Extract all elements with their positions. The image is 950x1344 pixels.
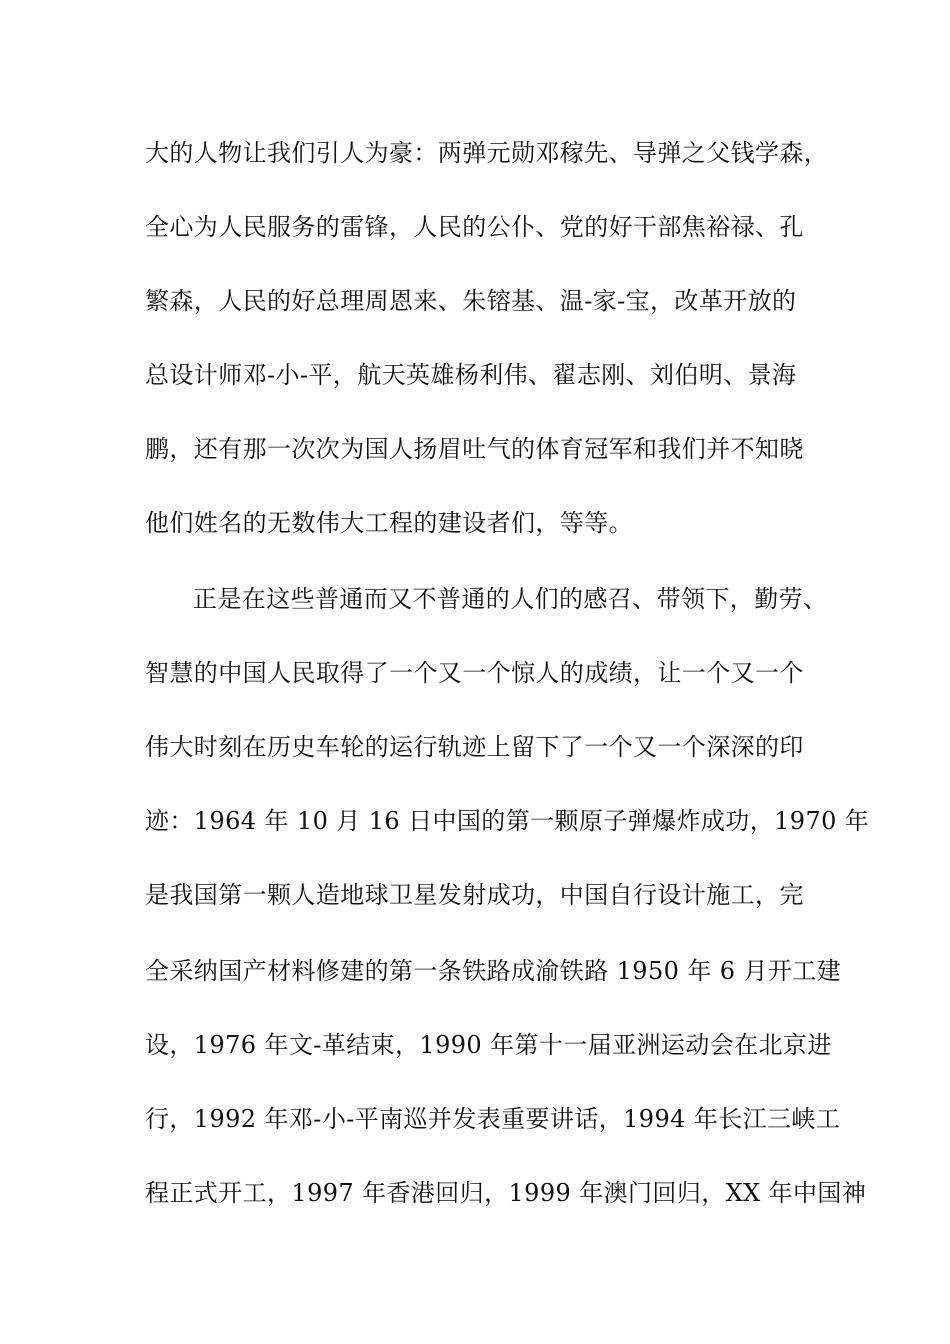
paragraph-2-line-2: 智慧的中国人民取得了一个又一个惊人的成绩，让一个又一个 <box>145 659 804 687</box>
paragraph-2-line-4: 迹：1964 年 10 月 16 日中国的第一颗原子弹爆炸成功，1970 年 <box>145 807 870 835</box>
paragraph-2-line-8: 行，1992 年邓-小-平南巡并发表重要讲话，1994 年长江三峡工 <box>145 1105 841 1133</box>
paragraph-2-line-9: 程正式开工，1997 年香港回归，1999 年澳门回归，XX 年中国神 <box>145 1179 867 1207</box>
paragraph-2-line-1: 正是在这些普通而又不普通的人们的感召、带领下，勤劳、 <box>193 585 828 613</box>
paragraph-2-line-5: 是我国第一颗人造地球卫星发射成功，中国自行设计施工，完 <box>145 881 804 909</box>
paragraph-1-line-3: 繁森，人民的好总理周恩来、朱镕基、温-家-宝，改革开放的 <box>145 287 797 315</box>
paragraph-2-line-7: 设，1976 年文-革结束，1990 年第十一届亚洲运动会在北京进 <box>145 1031 832 1059</box>
paragraph-1-line-5: 鹏，还有那一次次为国人扬眉吐气的体育冠军和我们并不知晓 <box>145 435 804 463</box>
paragraph-1-line-4: 总设计师邓-小-平，航天英雄杨利伟、翟志刚、刘伯明、景海 <box>145 361 797 389</box>
paragraph-1-line-1: 大的人物让我们引人为豪：两弹元勋邓稼先、导弹之父钱学森， <box>145 139 829 167</box>
paragraph-1-line-6: 他们姓名的无数伟大工程的建设者们，等等。 <box>145 509 633 537</box>
paragraph-2-line-3: 伟大时刻在历史车轮的运行轨迹上留下了一个又一个深深的印 <box>145 733 804 761</box>
paragraph-2-line-6: 全采纳国产材料修建的第一条铁路成渝铁路 1950 年 6 月开工建 <box>145 957 842 985</box>
paragraph-1-line-2: 全心为人民服务的雷锋，人民的公仆、党的好干部焦裕禄、孔 <box>145 213 804 241</box>
